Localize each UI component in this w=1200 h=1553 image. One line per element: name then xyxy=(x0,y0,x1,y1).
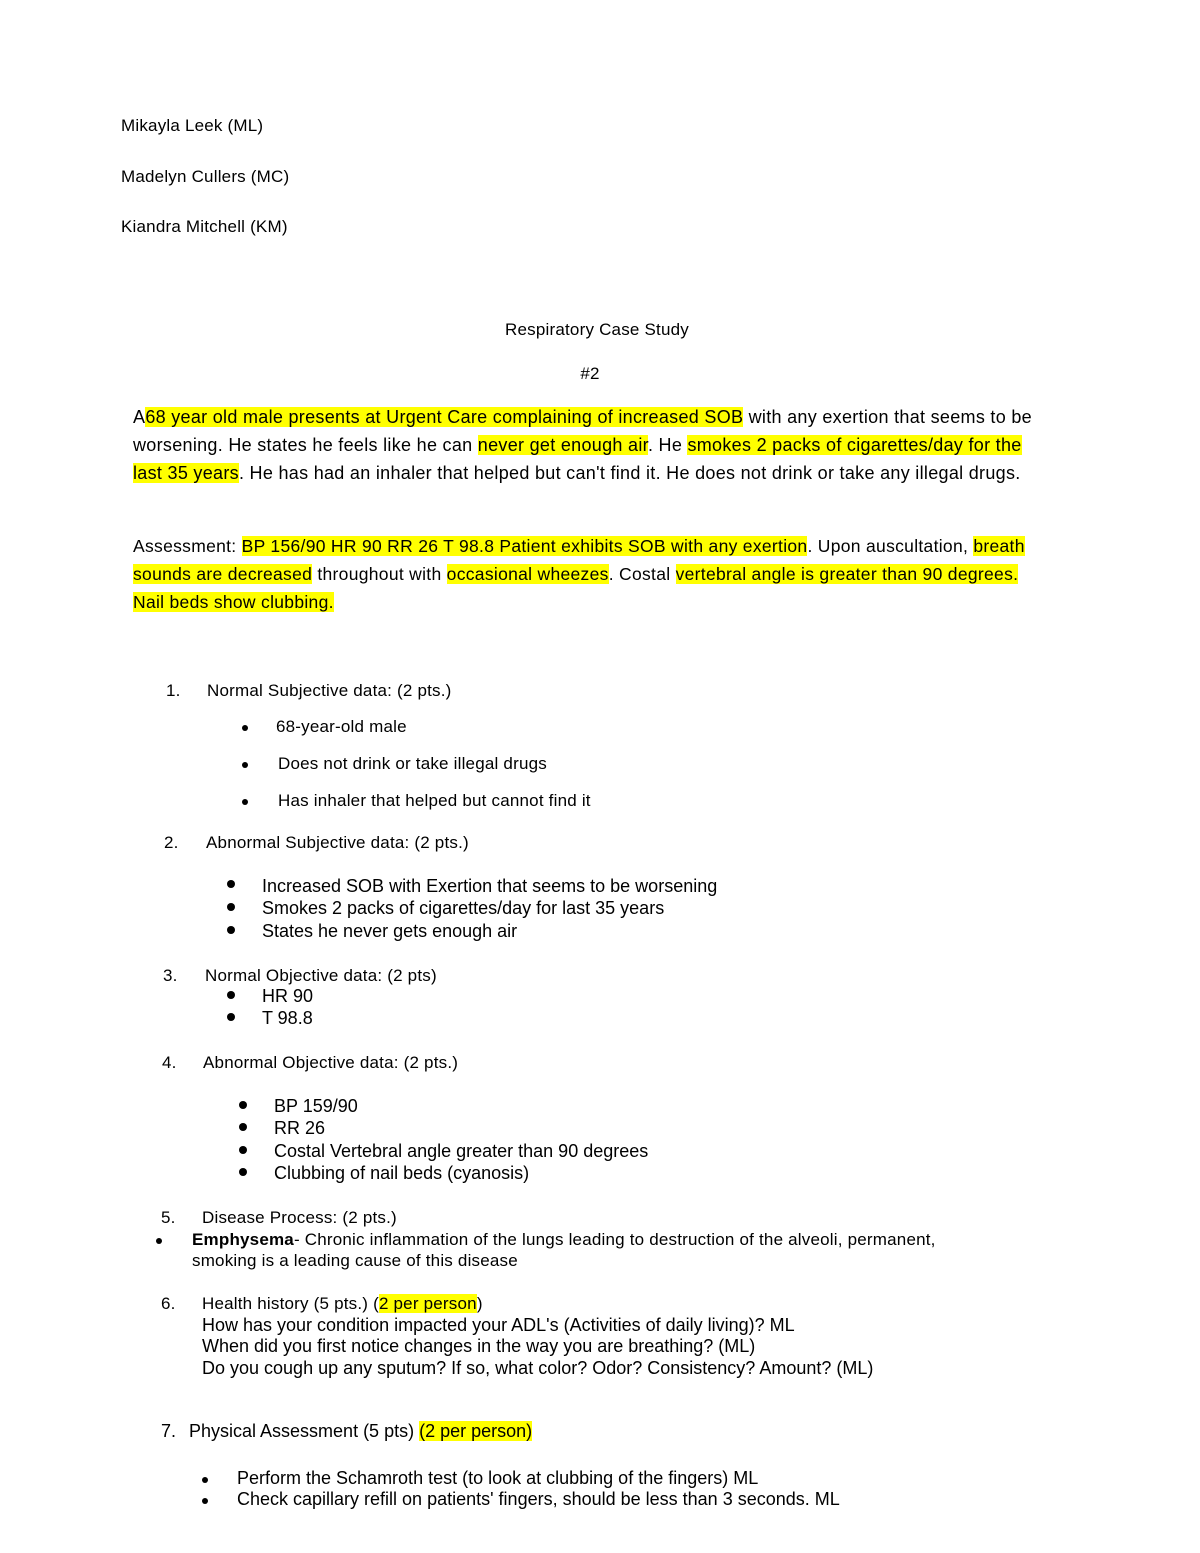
author-name: Kiandra Mitchell (KM) xyxy=(121,217,288,236)
highlighted-text: vertebral angle is greater than 90 degrees. Nail beds show clubbing. xyxy=(133,564,1019,612)
assessment-label: Assessment: xyxy=(133,536,242,556)
list-item: Clubbing of nail beds (cyanosis) xyxy=(274,1163,530,1183)
assessment-text: . Upon auscultation, xyxy=(807,536,974,556)
disease-definition xyxy=(192,1230,936,1250)
bullet-icon xyxy=(242,725,248,731)
bullet-icon xyxy=(202,1498,208,1504)
bullet-icon xyxy=(242,799,248,805)
document-title: Respiratory Case Study xyxy=(505,320,689,339)
list-item: T 98.8 xyxy=(262,1008,313,1028)
highlighted-text: 68 year old male presents at Urgent Care complaining of increased SOB xyxy=(145,407,744,427)
health-question: How has your condition impacted your ADL's (Activities of daily living)? ML xyxy=(202,1315,795,1335)
highlighted-text: breath sounds are decreased xyxy=(133,536,1025,584)
assessment-text: throughout with xyxy=(312,564,447,584)
bullet-icon xyxy=(227,880,235,888)
highlighted-text: 2 per person xyxy=(378,1294,477,1313)
list-item: Increased SOB with Exertion that seems to be worsening xyxy=(262,876,718,896)
bullet-icon xyxy=(156,1238,162,1244)
section-title: Normal Subjective data: (2 pts.) xyxy=(207,681,452,700)
bullet-icon xyxy=(239,1168,247,1176)
list-item: Costal Vertebral angle greater than 90 degrees xyxy=(274,1141,649,1161)
section-title xyxy=(189,1421,532,1442)
section-title-text: Health history (5 pts.) ( xyxy=(202,1294,379,1313)
section-number: 6. xyxy=(161,1294,176,1313)
bullet-icon xyxy=(239,1101,247,1109)
assessment-text: . Costal xyxy=(608,564,676,584)
health-question: Do you cough up any sputum? If so, what color? Odor? Consistency? Amount? (ML) xyxy=(202,1358,874,1378)
highlighted-text: never get enough air xyxy=(477,435,648,455)
bullet-icon xyxy=(227,991,235,999)
bullet-icon xyxy=(227,903,235,911)
intro-text: A xyxy=(133,407,146,427)
section-number: 3. xyxy=(163,966,178,985)
section-title-text: Physical Assessment (5 pts) xyxy=(189,1421,420,1441)
list-item: Smokes 2 packs of cigarettes/day for last 35 years xyxy=(262,898,665,918)
section-title xyxy=(202,1294,483,1314)
disease-definition-text: smoking is a leading cause of this disease xyxy=(192,1251,518,1270)
author-name: Madelyn Cullers (MC) xyxy=(121,167,290,186)
author-name: Mikayla Leek (ML) xyxy=(121,116,264,135)
list-item: HR 90 xyxy=(262,986,314,1006)
bullet-icon xyxy=(239,1123,247,1131)
intro-text: . He xyxy=(647,435,688,455)
list-item: BP 159/90 xyxy=(274,1096,358,1116)
highlighted-text: BP 156/90 HR 90 RR 26 T 98.8 Patient exhibits SOB with any exertion xyxy=(241,536,808,556)
list-item: Check capillary refill on patients' fingers, should be less than 3 seconds. ML xyxy=(237,1489,840,1509)
case-intro-paragraph xyxy=(133,403,1053,487)
list-item: Does not drink or take illegal drugs xyxy=(278,754,547,773)
list-item: RR 26 xyxy=(274,1118,326,1138)
list-item: States he never gets enough air xyxy=(262,921,518,941)
list-item: 68-year-old male xyxy=(276,717,407,736)
bullet-icon xyxy=(227,926,235,934)
bullet-icon xyxy=(239,1146,247,1154)
section-title: Disease Process: (2 pts.) xyxy=(202,1208,397,1227)
section-number: 5. xyxy=(161,1208,176,1227)
highlighted-text: (2 per person) xyxy=(419,1421,533,1441)
disease-definition-text: - Chronic inflammation of the lungs leading to destruction of the alveoli, permanent, xyxy=(293,1230,936,1249)
highlighted-text: smokes 2 packs of cigarettes/day for the last 35 years xyxy=(133,435,1022,483)
highlighted-text: occasional wheezes xyxy=(446,564,609,584)
section-number: 2. xyxy=(164,833,179,852)
list-item: Perform the Schamroth test (to look at clubbing of the fingers) ML xyxy=(237,1468,759,1488)
intro-text: . He has had an inhaler that helped but can't find it. He does not drink or take any illegal drugs. xyxy=(238,463,1021,483)
section-number: 1. xyxy=(166,681,181,700)
disease-term: Emphysema xyxy=(192,1230,294,1249)
bullet-icon xyxy=(242,762,248,768)
list-item: Has inhaler that helped but cannot find it xyxy=(278,791,591,810)
section-title: Abnormal Objective data: (2 pts.) xyxy=(203,1053,459,1072)
bullet-icon xyxy=(202,1477,208,1483)
section-title: Normal Objective data: (2 pts) xyxy=(205,966,437,985)
section-number: 7. xyxy=(161,1421,177,1441)
case-number: #2 xyxy=(580,364,600,383)
bullet-icon xyxy=(227,1013,235,1021)
section-title: Abnormal Subjective data: (2 pts.) xyxy=(206,833,469,852)
section-title-text: ) xyxy=(476,1294,483,1313)
assessment-paragraph xyxy=(133,532,1053,616)
health-question: When did you first notice changes in the way you are breathing? (ML) xyxy=(202,1336,756,1356)
section-number: 4. xyxy=(162,1053,177,1072)
intro-text: with any exertion that seems to be worsening. He states he feels like he can xyxy=(133,407,1032,455)
